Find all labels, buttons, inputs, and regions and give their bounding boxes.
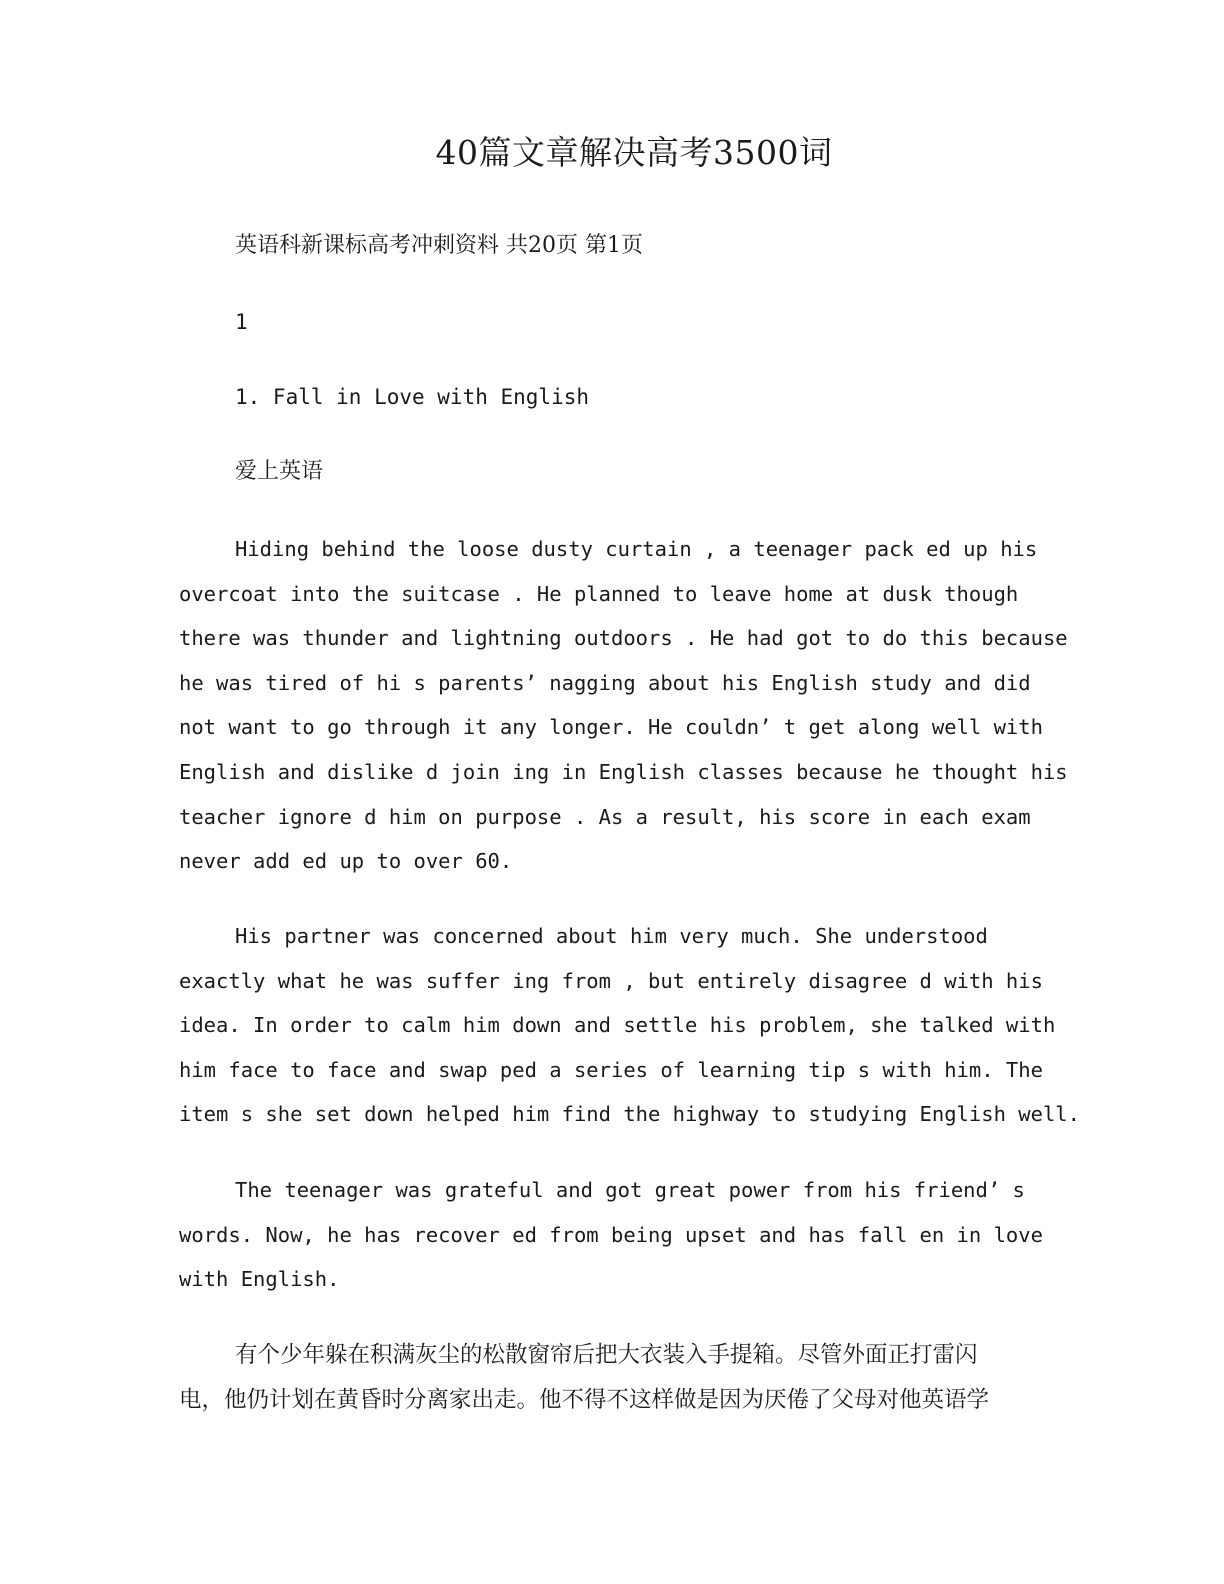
paragraph-line: exactly what he was suffer ing from , but entirely disagree d with his bbox=[179, 968, 1043, 993]
section-heading: 1. Fall in Love with English bbox=[235, 385, 590, 409]
paragraph-line: him face to face and swap ped a series of learning tip s with him. The bbox=[179, 1057, 1043, 1082]
header-line: 英语科新课标高考冲刺资料 共20页 第1页 bbox=[235, 233, 643, 258]
paragraph-2 bbox=[179, 914, 1080, 1137]
paragraph-line: he was tired of hi s parents’ nagging about his English study and did bbox=[179, 670, 1031, 695]
paragraph-line: overcoat into the suitcase . He planned to leave home at dusk though bbox=[179, 581, 1019, 606]
paragraph-line: item s she set down helped him find the highway to studying English well. bbox=[179, 1102, 1080, 1127]
paragraph-line: The teenager was grateful and got great power from his friend’ s bbox=[235, 1178, 1025, 1202]
document-title: 40篇文章解决高考3500词 bbox=[435, 133, 833, 172]
paragraph-3 bbox=[179, 1168, 1059, 1302]
paragraph-cn bbox=[179, 1333, 1059, 1422]
section-heading-cn: 爱上英语 bbox=[235, 459, 324, 484]
paragraph-line: His partner was concerned about him very much. She understood bbox=[235, 924, 988, 948]
paragraph-line: not want to go through it any longer. He couldn’ t get along well with bbox=[179, 715, 1043, 740]
page-marker: 1 bbox=[235, 310, 248, 334]
paragraph-line: 电，他仍计划在黄昏时分离家出走。他不得不这样做是因为厌倦了父母对他英语学 bbox=[179, 1386, 990, 1413]
paragraph-line: never add ed up to over 60. bbox=[179, 849, 513, 874]
paragraph-line: Hiding behind the loose dusty curtain , a teenager pack ed up his bbox=[235, 537, 1038, 561]
paragraph-1 bbox=[179, 527, 1068, 884]
paragraph-line: words. Now, he has recover ed from being upset and has fall en in love bbox=[179, 1222, 1043, 1247]
paragraph-line: 有个少年躲在积满灰尘的松散窗帘后把大衣装入手提箱。尽管外面正打雷闪 bbox=[235, 1342, 978, 1368]
paragraph-line: there was thunder and lightning outdoors . He had got to do this because bbox=[179, 626, 1068, 651]
paragraph-line: with English. bbox=[179, 1267, 340, 1292]
paragraph-line: English and dislike d join ing in English classes because he thought his bbox=[179, 759, 1068, 784]
paragraph-line: teacher ignore d him on purpose . As a result, his score in each exam bbox=[179, 804, 1031, 829]
paragraph-line: idea. In order to calm him down and settle his problem, she talked with bbox=[179, 1013, 1056, 1038]
